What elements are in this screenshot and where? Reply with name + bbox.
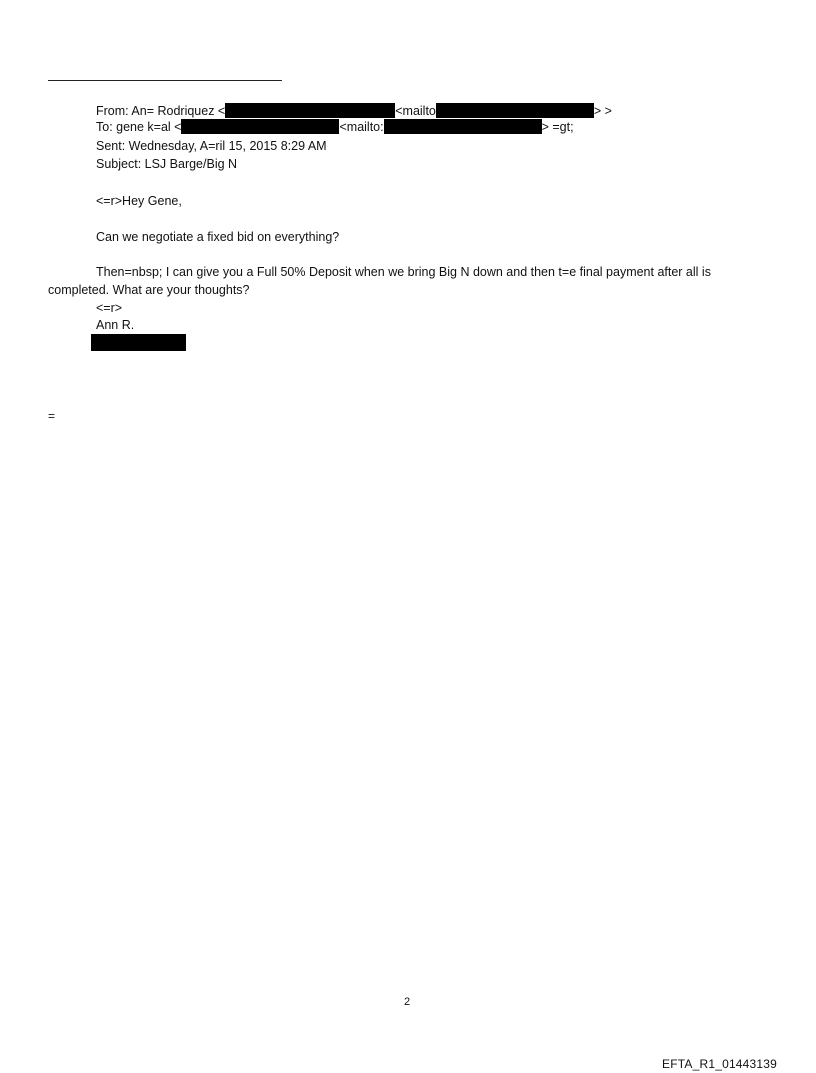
paragraph-line-2: completed. What are your thoughts? bbox=[48, 283, 250, 297]
to-mailto: <mailto: bbox=[339, 120, 384, 134]
redaction-from-email bbox=[225, 103, 395, 118]
redaction-to-mailto bbox=[384, 119, 542, 134]
document-id: EFTA_R1_01443139 bbox=[662, 1057, 778, 1071]
sent-line: Sent: Wednesday, A=ril 15, 2015 8:29 AM bbox=[96, 139, 327, 153]
from-label: From: An= Rodriquez < bbox=[96, 104, 226, 118]
redaction-to-email bbox=[181, 119, 339, 134]
page-number: 2 bbox=[404, 996, 411, 1008]
separator-rule bbox=[48, 80, 282, 81]
break-tag-line: <=r> bbox=[96, 301, 123, 315]
to-tail: > =gt; bbox=[541, 120, 574, 134]
redaction-signature-block bbox=[91, 334, 186, 351]
question-line: Can we negotiate a fixed bid on everything? bbox=[96, 230, 340, 244]
from-line bbox=[96, 103, 612, 119]
to-line bbox=[96, 119, 574, 135]
from-mailto: <mailto bbox=[395, 104, 436, 118]
redaction-from-mailto bbox=[436, 103, 594, 118]
from-tail: > > bbox=[593, 104, 612, 118]
subject-line: Subject: LSJ Barge/Big N bbox=[96, 157, 238, 171]
signature-name: Ann R. bbox=[96, 318, 135, 332]
to-label: To: gene k=al < bbox=[96, 120, 182, 134]
greeting-line: <=r>Hey Gene, bbox=[96, 194, 182, 208]
paragraph-line-1: Then=nbsp; I can give you a Full 50% Deposit when we bring Big N down and then t=e final payment after all is bbox=[96, 265, 711, 279]
trailing-equals: = bbox=[48, 409, 56, 423]
